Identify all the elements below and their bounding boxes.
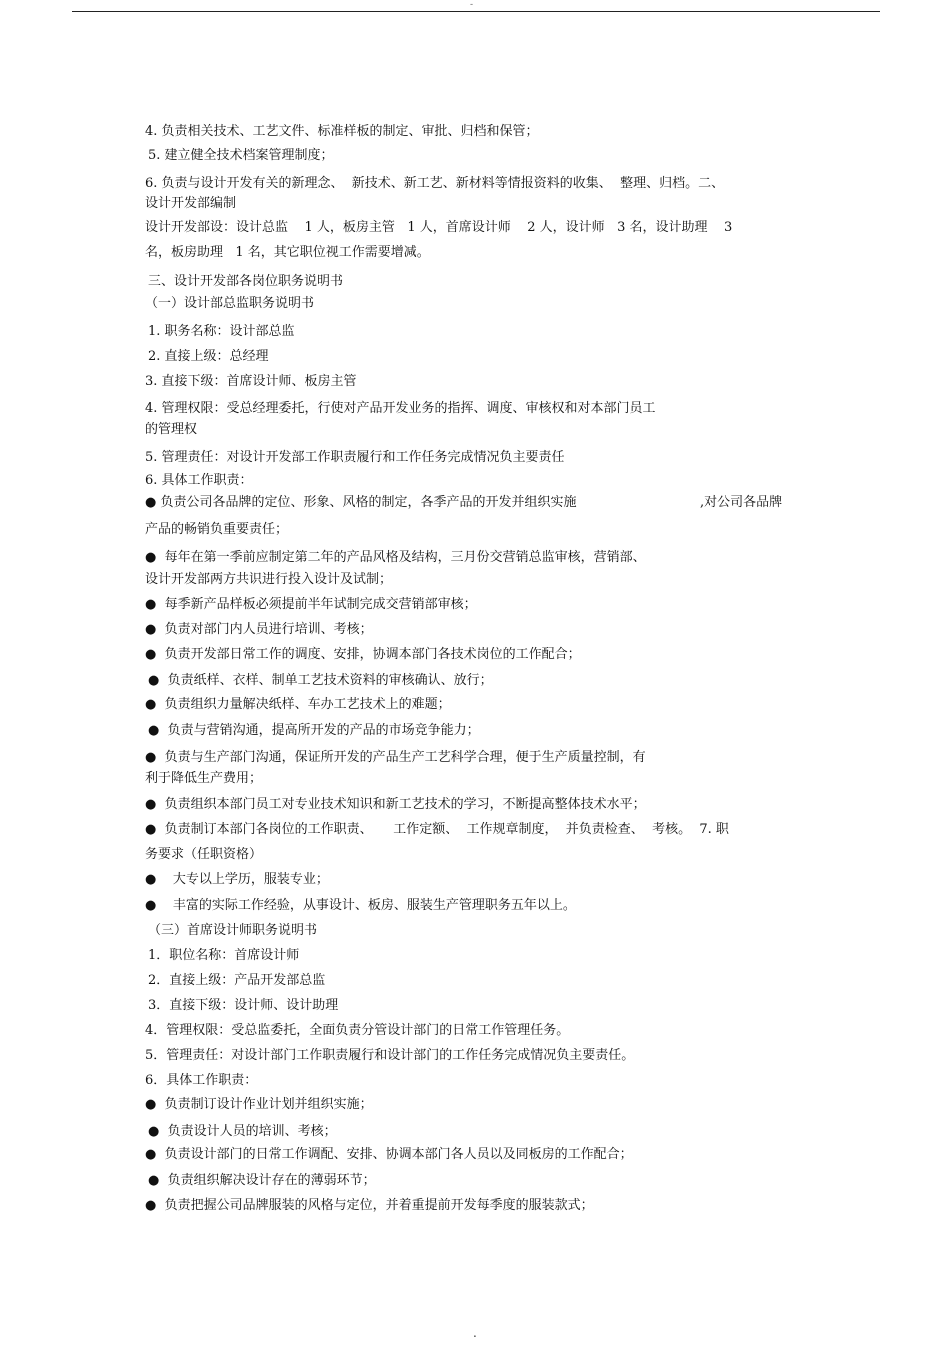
bullet-line: ● 负责开发部日常工作的调度、安排，协调本部门各技术岗位的工作配合； <box>145 647 581 662</box>
text-line: 6．具体工作职责： <box>145 1073 258 1088</box>
text-line: 4. 负责相关技术、工艺文件、标准样板的制定、审批、归档和保管； <box>145 124 539 139</box>
text-line: 2. 直接上级：总经理 <box>148 349 269 364</box>
bullet-line: ● 负责设计部门的日常工作调配、安排、协调本部门各人员以及同板房的工作配合； <box>145 1147 633 1162</box>
text-line: 产品的畅销负重要责任； <box>145 522 289 537</box>
header-rule <box>72 11 880 12</box>
text-line: ,对公司各品牌 <box>700 495 783 510</box>
subsection-heading: （一）设计部总监职务说明书 <box>145 296 315 311</box>
text-line: 6. 具体工作职责： <box>145 473 253 488</box>
bullet-line: ● 负责纸样、衣样、制单工艺技术资料的审核确认、放行； <box>148 673 493 688</box>
bullet-line: ● 负责组织解决设计存在的薄弱环节； <box>148 1173 376 1188</box>
subsection-heading: （三）首席设计师职务说明书 <box>148 923 318 938</box>
bullet-line: ● 负责与生产部门沟通，保证所开发的产品生产工艺科学合理，便于生产质量控制，有 <box>145 750 646 765</box>
bullet-line: ● 负责把握公司品牌服装的风格与定位，并着重提前开发每季度的服装款式； <box>145 1198 594 1213</box>
bullet-line: ● 负责与营销沟通，提高所开发的产品的市场竞争能力； <box>148 723 480 738</box>
text-line: 5. 管理责任：对设计开发部工作职责履行和工作任务完成情况负主要责任 <box>145 450 565 465</box>
bullet-line: ● 负责设计人员的培训、考核； <box>148 1124 337 1139</box>
text-line: 6. 负责与设计开发有关的新理念、 新技术、新工艺、新材料等情报资料的收集、 整理、归档。二、 <box>145 176 725 191</box>
bullet-line: ● 每年在第一季前应制定第二年的产品风格及结构，三月份交营销总监审核，营销部、 <box>145 550 646 565</box>
text-line: 1. 职务名称：设计部总监 <box>148 324 295 339</box>
footer-mark: . <box>473 1326 477 1340</box>
header-mark: - <box>470 0 474 10</box>
text-line: 名，板房助理 1 名，其它职位视工作需要增减。 <box>145 245 430 260</box>
bullet-line: ● 每季新产品样板必须提前半年试制完成交营销部审核； <box>145 597 477 612</box>
bullet-line: ● 负责组织力量解决纸样、车办工艺技术上的难题； <box>145 697 451 712</box>
bullet-line: ● 负责制订本部门各岗位的工作职责、 工作定额、 工作规章制度， 并负责检查、 考核。 7. 职 <box>145 822 729 837</box>
text-line: 3．直接下级：设计师、设计助理 <box>148 998 339 1013</box>
bullet-line: ● 大专以上学历，服装专业； <box>145 872 329 887</box>
text-line: 4. 管理权限：受总经理委托，行使对产品开发业务的指挥、调度、审核权和对本部门员工 <box>145 401 656 416</box>
text-line: 3. 直接下级：首席设计师、板房主管 <box>145 374 357 389</box>
text-line: 5. 建立健全技术档案管理制度； <box>148 148 334 163</box>
text-line: 设计开发部设：设计总监 1 人，板房主管 1 人，首席设计师 2 人，设计师 3 名，设计助理 3 <box>145 220 733 235</box>
bullet-line: ● 负责制订设计作业计划并组织实施； <box>145 1097 373 1112</box>
text-line: 设计开发部编制 <box>145 196 237 211</box>
text-line: 务要求（任职资格） <box>145 847 263 862</box>
text-line: 5．管理责任：对设计部门工作职责履行和设计部门的工作任务完成情况负主要责任。 <box>145 1048 635 1063</box>
text-line: 的管理权 <box>145 422 198 437</box>
text-line: 利于降低生产费用； <box>145 771 263 786</box>
bullet-line: ● 负责公司各品牌的定位、形象、风格的制定，各季产品的开发并组织实施 <box>145 495 577 510</box>
text-line: 2．直接上级：产品开发部总监 <box>148 973 326 988</box>
section-heading: 三、设计开发部各岗位职务说明书 <box>148 274 344 289</box>
bullet-line: ● 丰富的实际工作经验，从事设计、板房、服装生产管理职务五年以上。 <box>145 898 576 913</box>
text-line: 设计开发部两方共识进行投入设计及试制； <box>145 572 393 587</box>
text-line: 4．管理权限：受总监委托，全面负责分管设计部门的日常工作管理任务。 <box>145 1023 570 1038</box>
bullet-line: ● 负责组织本部门员工对专业技术知识和新工艺技术的学习，不断提高整体技术水平； <box>145 797 646 812</box>
bullet-line: ● 负责对部门内人员进行培训、考核； <box>145 622 373 637</box>
text-line: 1．职位名称：首席设计师 <box>148 948 300 963</box>
